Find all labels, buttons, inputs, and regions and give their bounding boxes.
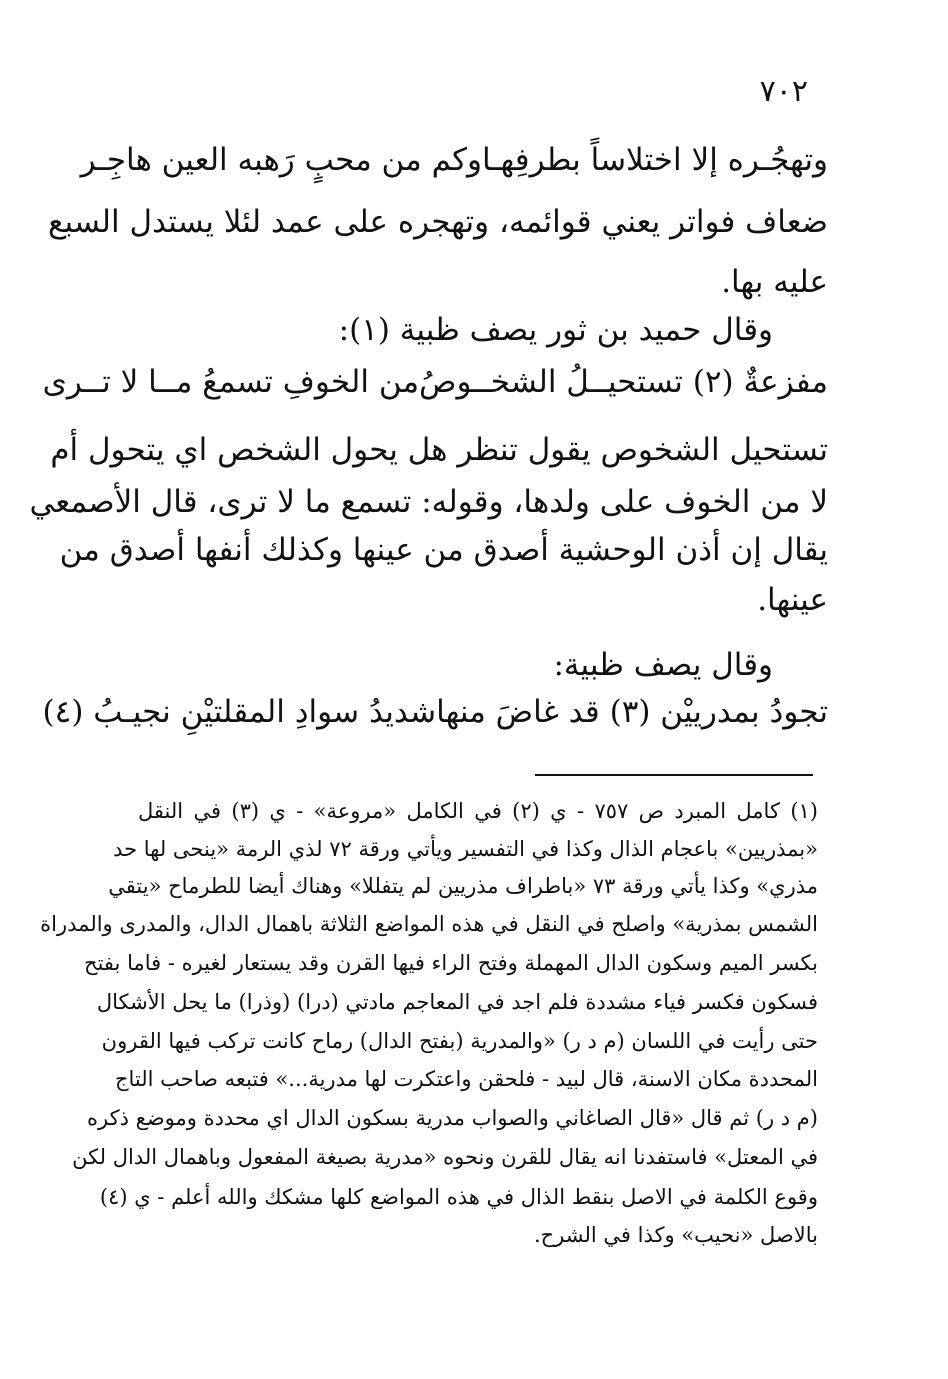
paragraph-1-line-2: عليه بها. [721, 264, 828, 300]
verse-3-right-hemistich: تجودُ بمدرييْن (٣) قد غاضَ منها [436, 694, 828, 730]
footnote-line-2: «بمذريين» باعجام الذال وكذا في التفسير ويأتي ورقة ٧٢ لذي الرمة «ينحى لها حد [113, 837, 818, 861]
verse-2-left-hemistich: من الخوفِ تسمعُ مــا لا تــرى [42, 364, 420, 400]
footnote-line-11: وقوع الكلمة في الاصل بنقط الذال في هذه المواضع كلها مشكك والله أعلم - ي (٤) [99, 1185, 818, 1209]
footnote-line-10: في المعتل» فاستفدنا انه يقال للقرن ونحوه «مدرية بصيغة المفعول وباهمال الدال لكن [72, 1145, 818, 1169]
paragraph-1-line-1: ضعاف فواتر يعني قوائمه، وتهجره على عمد لئلا يستدل السبع [48, 204, 828, 240]
paragraph-2-line-3: يقال إن أذن الوحشية أصدق من عينها وكذلك أنفها أصدق من [59, 532, 828, 568]
paragraph-2-line-4: عينها. [757, 582, 828, 618]
verse-2-intro: وقال حميد بن ثور يصف ظبية (١): [338, 312, 773, 348]
footnote-separator [535, 774, 813, 776]
verse-line-3 [42, 692, 828, 732]
verse-line-2 [42, 362, 828, 402]
footnote-line-5: بكسر الميم وسكون الدال المهملة وفتح الراء فيها القرن وقد يستعار لغيره - فاما بفتح [84, 951, 818, 975]
verse-3-left-hemistich: شديدُ سوادِ المقلتيْنِ نجيـبُ (٤) [42, 694, 437, 730]
paragraph-2-line-2: لا من الخوف على ولدها، وقوله: تسمع ما لا ترى، قال الأصمعي [29, 484, 828, 520]
footnote-line-8: المحددة مكان الاسنة، قال لبيد - فلحقن واعتكرت لها مدرية...» فتبعه صاحب التاج [114, 1067, 818, 1091]
footnote-line-1: (١) كامل المبرد ص ٧٥٧ - ي (٢) في الكامل «مروعة» - ي (٣) في النقل [138, 799, 818, 823]
footnote-line-7: حتى رأيت في اللسان (م د ر) «والمدرية (بفتح الدال) رماح كانت تركب فيها القرون [101, 1029, 818, 1053]
footnote-line-9: (م د ر) ثم قال «قال الصاغاني والصواب مدرية بسكون الدال اي محددة وموضع ذكره [87, 1106, 818, 1130]
verse-line-1 [80, 140, 828, 180]
verse-1-left-hemistich: وكم من محبٍ رَهبه العين هاجِـر [80, 142, 482, 178]
verse-3-intro: وقال يصف ظبية: [553, 647, 773, 683]
footnote-line-12: بالاصل «نحيب» وكذا في الشرح. [533, 1223, 818, 1247]
page-number: ٧٠٢ [759, 74, 808, 109]
verse-2-right-hemistich: مفزعةٌ (٢) تستحيــلُ الشخــوصُ [419, 364, 828, 400]
paragraph-2-line-1: تستحيل الشخوص يقول تنظر هل يحول الشخص اي يتحول أم [50, 432, 828, 468]
footnote-line-4: الشمس بمذرية» واصلح في النقل في هذه المواضع الثلاثة باهمال الدال، والمدرى والمدراة [40, 912, 818, 936]
footnote-line-6: فسكون فكسر فياء مشددة فلم اجد في المعاجم مادتي (درا) (وذرا) ما يحل الأشكال [96, 990, 818, 1014]
verse-1-right-hemistich: وتهجُـره إلا اختلاساً بطرفِهـا [481, 142, 828, 178]
footnote-line-3: مذري» وكذا يأتي ورقة ٧٣ «باطراف مذريين لم يتفللا» وهناك أيضا للطرماح «يتقي [108, 874, 818, 898]
